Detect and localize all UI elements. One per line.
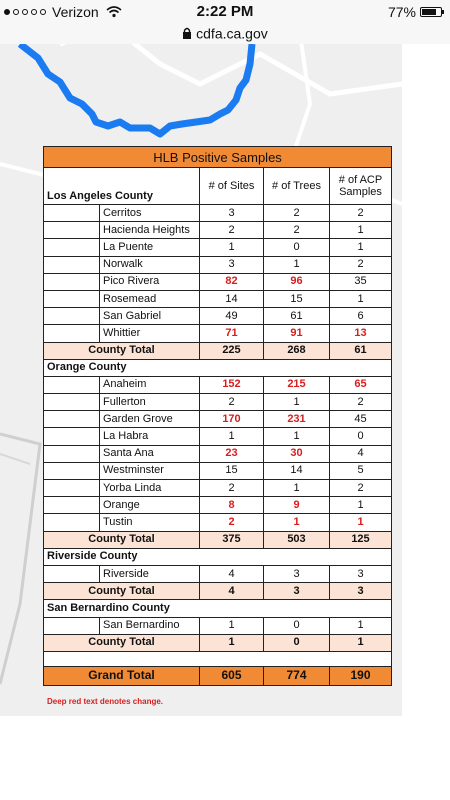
acp-cell: 125 [330, 531, 392, 548]
city-name: Norwalk [100, 256, 200, 273]
route-line [20, 44, 252, 134]
sites-cell: 1 [200, 617, 264, 634]
trees-cell: 215 [264, 376, 330, 393]
sites-cell: 82 [200, 273, 264, 290]
acp-cell: 6 [330, 308, 392, 325]
table-row [44, 617, 392, 634]
sites-cell: 15 [200, 462, 264, 479]
county-total-row [44, 531, 392, 548]
trees-cell: 2 [264, 222, 330, 239]
page-footer-area [0, 716, 402, 800]
sites-cell: 49 [200, 308, 264, 325]
grand-total-row [44, 666, 392, 685]
sites-cell: 605 [200, 666, 264, 685]
table-row [44, 565, 392, 582]
trees-cell: 15 [264, 290, 330, 307]
sites-cell: 14 [200, 290, 264, 307]
total-label: County Total [44, 583, 200, 600]
table-row [44, 256, 392, 273]
total-label: County Total [44, 634, 200, 651]
acp-cell: 1 [330, 290, 392, 307]
trees-cell: 3 [264, 565, 330, 582]
table-row [44, 462, 392, 479]
city-name: San Bernardino [100, 617, 200, 634]
table-row [44, 239, 392, 256]
city-name: Hacienda Heights [100, 222, 200, 239]
acp-cell: 1 [330, 222, 392, 239]
page-url: cdfa.ca.gov [196, 25, 268, 42]
sites-cell: 3 [200, 205, 264, 222]
acp-cell: 2 [330, 394, 392, 411]
county-total-row [44, 342, 392, 359]
trees-cell: 1 [264, 256, 330, 273]
trees-cell: 9 [264, 497, 330, 514]
city-name: La Habra [100, 428, 200, 445]
county-heading-row [44, 600, 392, 617]
trees-cell: 61 [264, 308, 330, 325]
acp-cell: 3 [330, 565, 392, 582]
col-trees: # of Trees [264, 168, 330, 205]
sites-cell: 2 [200, 514, 264, 531]
trees-cell: 1 [264, 514, 330, 531]
acp-cell: 4 [330, 445, 392, 462]
city-name: Rosemead [100, 290, 200, 307]
acp-cell: 45 [330, 411, 392, 428]
city-name: La Puente [100, 239, 200, 256]
spacer-row [44, 651, 392, 666]
acp-cell: 13 [330, 325, 392, 342]
sites-cell: 170 [200, 411, 264, 428]
total-label: County Total [44, 342, 200, 359]
city-name: Westminster [100, 462, 200, 479]
table-row [44, 222, 392, 239]
city-name: Tustin [100, 514, 200, 531]
trees-cell: 1 [264, 428, 330, 445]
acp-cell: 1 [330, 634, 392, 651]
sites-cell: 71 [200, 325, 264, 342]
city-name: San Gabriel [100, 308, 200, 325]
table-row [44, 428, 392, 445]
table-row [44, 394, 392, 411]
table-row [44, 514, 392, 531]
trees-cell: 1 [264, 480, 330, 497]
table-row [44, 497, 392, 514]
sites-cell: 4 [200, 565, 264, 582]
city-name: Whittier [100, 325, 200, 342]
trees-cell: 3 [264, 583, 330, 600]
trees-cell: 0 [264, 634, 330, 651]
sites-cell: 225 [200, 342, 264, 359]
sites-cell: 2 [200, 480, 264, 497]
trees-cell: 231 [264, 411, 330, 428]
sites-cell: 8 [200, 497, 264, 514]
acp-cell: 65 [330, 376, 392, 393]
city-name: Fullerton [100, 394, 200, 411]
table-row [44, 480, 392, 497]
trees-cell: 14 [264, 462, 330, 479]
acp-cell: 2 [330, 256, 392, 273]
acp-cell: 61 [330, 342, 392, 359]
sites-cell: 375 [200, 531, 264, 548]
county-total-row [44, 634, 392, 651]
table-row [44, 205, 392, 222]
sites-cell: 4 [200, 583, 264, 600]
trees-cell: 0 [264, 617, 330, 634]
table-row [44, 273, 392, 290]
table-row [44, 308, 392, 325]
sites-cell: 2 [200, 394, 264, 411]
city-name: Anaheim [100, 376, 200, 393]
county-name: Orange County [44, 359, 392, 376]
acp-cell: 1 [330, 514, 392, 531]
sites-cell: 2 [200, 222, 264, 239]
sites-cell: 23 [200, 445, 264, 462]
acp-cell: 1 [330, 617, 392, 634]
sites-cell: 3 [200, 256, 264, 273]
city-name: Pico Rivera [100, 273, 200, 290]
acp-cell: 5 [330, 462, 392, 479]
acp-cell: 3 [330, 583, 392, 600]
county-heading-row [44, 548, 392, 565]
acp-cell: 2 [330, 205, 392, 222]
carrier-name: Verizon [52, 4, 99, 20]
address-bar[interactable] [0, 24, 450, 44]
trees-cell: 1 [264, 394, 330, 411]
sites-cell: 152 [200, 376, 264, 393]
county-name: San Bernardino County [44, 600, 392, 617]
city-name: Cerritos [100, 205, 200, 222]
trees-cell: 30 [264, 445, 330, 462]
acp-cell: 1 [330, 239, 392, 256]
table-title: HLB Positive Samples [44, 147, 392, 168]
hlb-samples-table [43, 146, 392, 686]
page-margin [402, 44, 450, 800]
trees-cell: 96 [264, 273, 330, 290]
city-name: Yorba Linda [100, 480, 200, 497]
col-acp: # of ACP Samples [330, 168, 392, 205]
city-name: Santa Ana [100, 445, 200, 462]
battery-indicator [388, 4, 442, 20]
county-heading: Los Angeles County [44, 168, 200, 205]
total-label: County Total [44, 531, 200, 548]
trees-cell: 0 [264, 239, 330, 256]
acp-cell: 0 [330, 428, 392, 445]
change-note: Deep red text denotes change. [47, 697, 164, 706]
battery-percent: 77% [387, 4, 416, 20]
table-row [44, 376, 392, 393]
acp-cell: 35 [330, 273, 392, 290]
grand-total-label: Grand Total [44, 666, 200, 685]
city-name: Orange [100, 497, 200, 514]
trees-cell: 774 [264, 666, 330, 685]
lock-icon [182, 27, 192, 39]
acp-cell: 190 [330, 666, 392, 685]
col-sites: # of Sites [200, 168, 264, 205]
sites-cell: 1 [200, 634, 264, 651]
trees-cell: 91 [264, 325, 330, 342]
clock: 2:22 PM [196, 3, 254, 20]
county-total-row [44, 583, 392, 600]
table-row [44, 290, 392, 307]
status-bar [0, 0, 450, 24]
county-name: Riverside County [44, 548, 392, 565]
county-heading-row [44, 359, 392, 376]
trees-cell: 503 [264, 531, 330, 548]
trees-cell: 268 [264, 342, 330, 359]
city-name: Riverside [100, 565, 200, 582]
acp-cell: 1 [330, 497, 392, 514]
acp-cell: 2 [330, 480, 392, 497]
trees-cell: 2 [264, 205, 330, 222]
table-row [44, 445, 392, 462]
table-row [44, 325, 392, 342]
city-name: Garden Grove [100, 411, 200, 428]
battery-icon [420, 7, 442, 17]
sites-cell: 1 [200, 428, 264, 445]
sites-cell: 1 [200, 239, 264, 256]
table-row [44, 411, 392, 428]
